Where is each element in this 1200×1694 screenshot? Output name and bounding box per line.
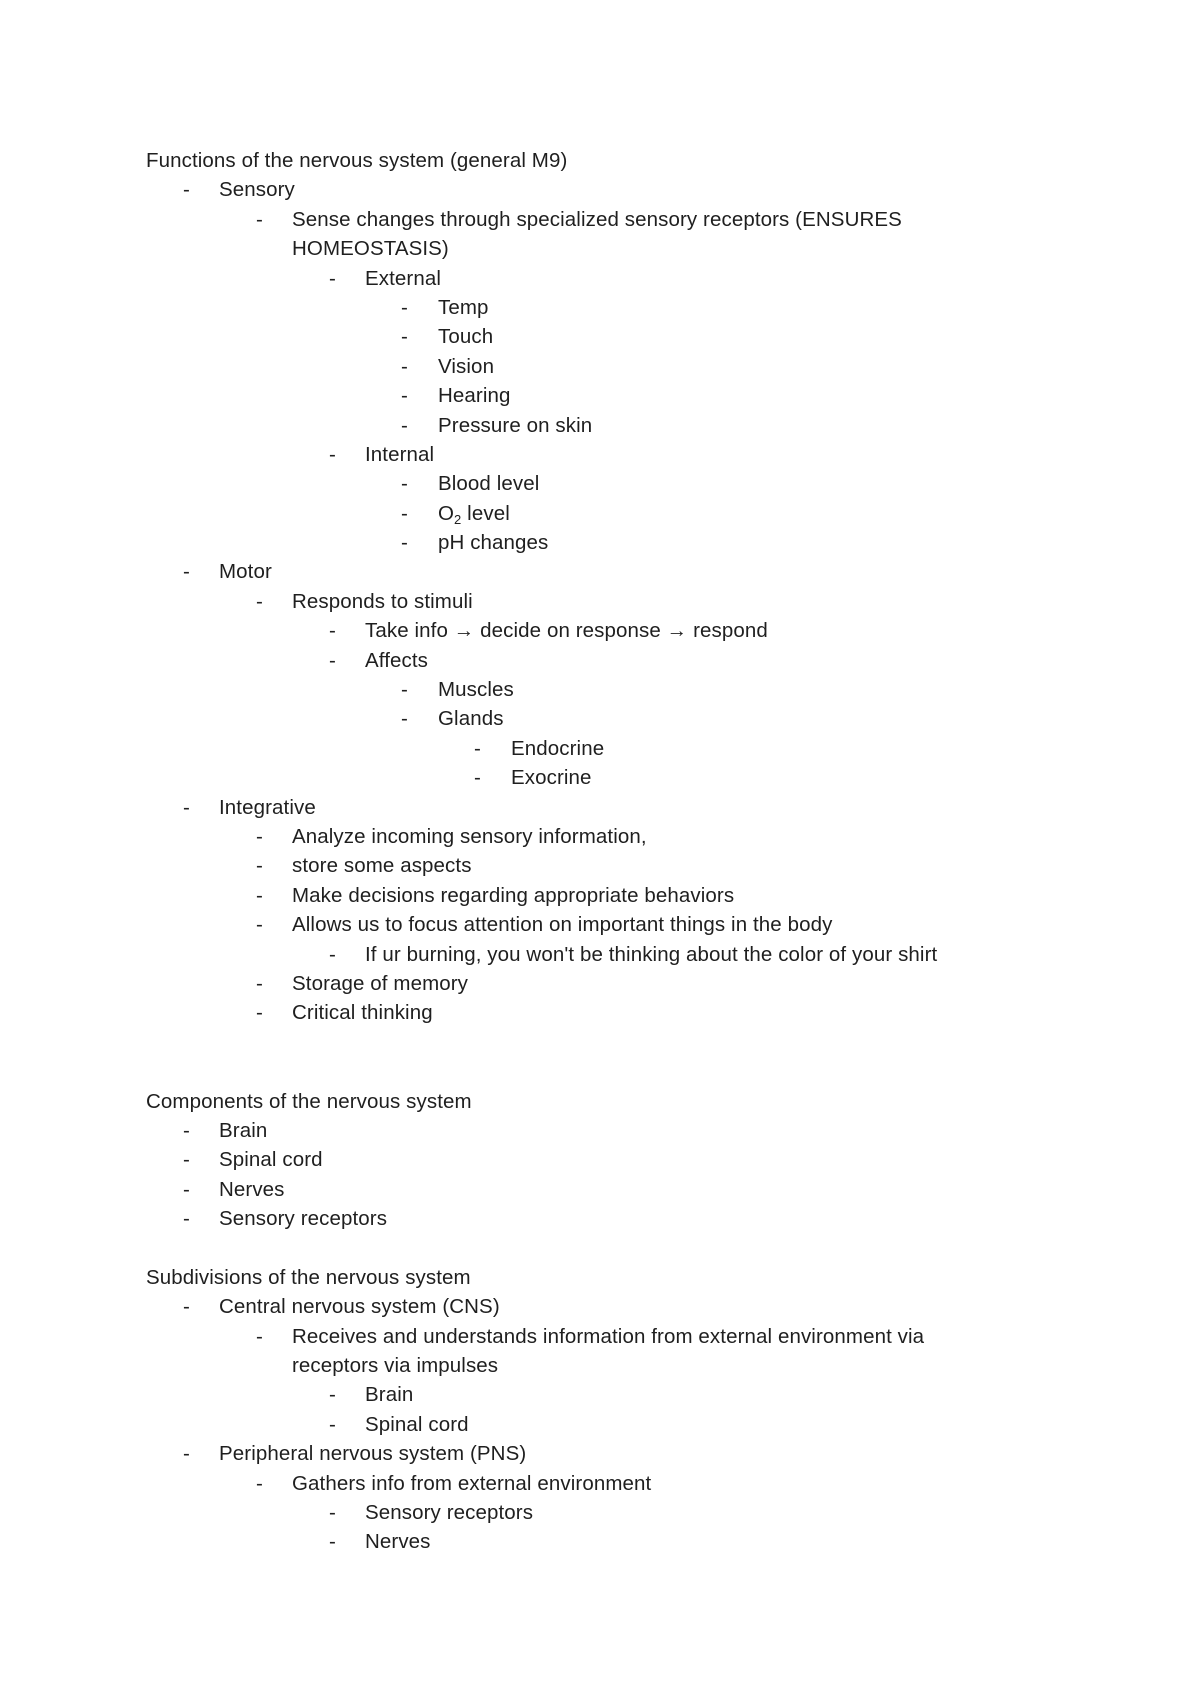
list-item [0, 528, 1200, 557]
list-item [0, 1380, 1200, 1409]
list-item-text: Hearing [438, 384, 511, 408]
bullet-dash: - [329, 619, 336, 643]
bullet-dash: - [329, 1500, 336, 1524]
list-item-text: Take info → decide on response → respond [365, 619, 768, 643]
list-item-text: Make decisions regarding appropriate behaviors [292, 883, 735, 907]
list-item [0, 175, 1200, 204]
bullet-dash: - [256, 207, 263, 231]
list-item [0, 1410, 1200, 1439]
list-item [0, 411, 1200, 440]
list-item [0, 822, 1200, 851]
section-heading-components [0, 1087, 1200, 1116]
bullet-dash: - [329, 1383, 336, 1407]
bullet-dash: - [329, 266, 336, 290]
list-item [0, 998, 1200, 1027]
list-item-text: Nerves [365, 1530, 431, 1554]
bullet-dash: - [474, 736, 481, 760]
list-item-text: Sense changes through specialized sensory receptors (ENSURES [292, 207, 902, 231]
list-item-text: Internal [365, 442, 435, 466]
bullet-dash: - [401, 472, 408, 496]
list-item [0, 734, 1200, 763]
list-item [0, 1145, 1200, 1174]
bullet-dash: - [183, 795, 190, 819]
list-item-text: Gathers info from external environment [292, 1471, 652, 1495]
heading-text: Functions of the nervous system (general M9) [146, 149, 568, 172]
bullet-dash: - [401, 384, 408, 408]
bullet-dash: - [183, 1295, 190, 1319]
bullet-dash: - [256, 1001, 263, 1025]
bullet-dash: - [256, 589, 263, 613]
list-item-text: Pressure on skin [438, 413, 593, 437]
list-item-text: Affects [365, 648, 428, 672]
list-item [0, 969, 1200, 998]
list-item [0, 1527, 1200, 1556]
list-item [0, 851, 1200, 880]
bullet-dash: - [256, 824, 263, 848]
bullet-dash: - [183, 1207, 190, 1231]
list-item [0, 793, 1200, 822]
bullet-dash: - [401, 707, 408, 731]
list-item [0, 1204, 1200, 1233]
list-item-text: HOMEOSTASIS) [292, 237, 449, 261]
list-item [0, 557, 1200, 586]
list-item-text: Temp [438, 295, 489, 319]
list-item-text: Brain [219, 1118, 268, 1142]
list-item [0, 704, 1200, 733]
list-item-text [438, 499, 510, 528]
list-item-text: Vision [438, 354, 495, 378]
list-item-text: Central nervous system (CNS) [219, 1295, 500, 1319]
list-item [0, 264, 1200, 293]
heading-text: Components of the nervous system [146, 1089, 472, 1113]
list-item [0, 322, 1200, 351]
list-item [0, 1469, 1200, 1498]
list-item [0, 910, 1200, 939]
list-item-text: Exocrine [511, 766, 592, 790]
o2-prefix: O [438, 501, 455, 525]
list-item-text: Nerves [219, 1177, 285, 1201]
bullet-dash: - [329, 1530, 336, 1554]
bullet-dash: - [329, 648, 336, 672]
bullet-dash: - [256, 1471, 263, 1495]
bullet-dash: - [401, 501, 408, 525]
list-item [0, 940, 1200, 969]
bullet-dash: - [329, 442, 336, 466]
list-item-text: Muscles [438, 678, 514, 702]
bullet-dash: - [401, 325, 408, 349]
list-item-text: Touch [438, 325, 494, 349]
bullet-dash: - [401, 531, 408, 555]
o2-suffix: level [461, 501, 510, 525]
bullet-dash: - [329, 942, 336, 966]
list-item [0, 1439, 1200, 1468]
list-item [0, 1175, 1200, 1204]
blank-line [0, 1028, 1200, 1057]
list-item-text: Sensory receptors [365, 1500, 534, 1524]
list-item [0, 293, 1200, 322]
list-item [0, 469, 1200, 498]
bullet-dash: - [256, 971, 263, 995]
bullet-dash: - [401, 295, 408, 319]
list-item-text: Sensory receptors [219, 1207, 388, 1231]
list-item-text: store some aspects [292, 854, 472, 878]
list-item-text: Spinal cord [365, 1412, 469, 1436]
list-item-text: Sensory [219, 178, 295, 202]
bullet-dash: - [256, 883, 263, 907]
bullet-dash: - [256, 854, 263, 878]
bullet-dash: - [183, 178, 190, 202]
list-item [0, 352, 1200, 381]
list-item [0, 646, 1200, 675]
o2-subscript: 2 [454, 511, 462, 527]
blank-line [0, 1057, 1200, 1086]
list-item [0, 205, 1200, 234]
bullet-dash: - [256, 913, 263, 937]
list-item [0, 675, 1200, 704]
list-item [0, 499, 1200, 528]
list-item [0, 1292, 1200, 1321]
section-heading-functions [0, 146, 1200, 175]
list-item-continuation [0, 1351, 1200, 1380]
document-body [0, 146, 1200, 1557]
list-item-text: Integrative [219, 795, 316, 819]
list-item-text: Brain [365, 1383, 414, 1407]
bullet-dash: - [183, 560, 190, 584]
bullet-dash: - [183, 1148, 190, 1172]
list-item-continuation [0, 234, 1200, 263]
list-item [0, 763, 1200, 792]
blank-line [0, 1233, 1200, 1262]
list-item [0, 1322, 1200, 1351]
bullet-dash: - [401, 678, 408, 702]
bullet-dash: - [401, 354, 408, 378]
list-item-text: Responds to stimuli [292, 589, 473, 613]
list-item [0, 881, 1200, 910]
list-item-text: receptors via impulses [292, 1354, 499, 1378]
list-item [0, 1498, 1200, 1527]
bullet-dash: - [183, 1442, 190, 1466]
list-item [0, 440, 1200, 469]
list-item-text: Storage of memory [292, 971, 469, 995]
bullet-dash: - [474, 766, 481, 790]
section-heading-subdivisions [0, 1263, 1200, 1292]
list-item-text: External [365, 266, 442, 290]
list-item-text: Endocrine [511, 736, 605, 760]
bullet-dash: - [256, 1324, 263, 1348]
list-item-text: Glands [438, 707, 504, 731]
list-item-text: Spinal cord [219, 1148, 323, 1172]
list-item [0, 616, 1200, 645]
list-item-text: Analyze incoming sensory information, [292, 824, 647, 848]
list-item-text: Allows us to focus attention on important things in the body [292, 913, 833, 937]
list-item [0, 381, 1200, 410]
list-item-text: Motor [219, 560, 272, 584]
bullet-dash: - [183, 1118, 190, 1142]
list-item-text: Receives and understands information from external environment via [292, 1324, 925, 1348]
list-item-text: If ur burning, you won't be thinking about the color of your shirt [365, 942, 938, 966]
bullet-dash: - [183, 1177, 190, 1201]
list-item [0, 1116, 1200, 1145]
list-item [0, 587, 1200, 616]
list-item-text: Critical thinking [292, 1001, 433, 1025]
list-item-text: pH changes [438, 531, 549, 555]
heading-text: Subdivisions of the nervous system [146, 1265, 471, 1289]
list-item-text: Blood level [438, 472, 540, 496]
bullet-dash: - [401, 413, 408, 437]
list-item-text: Peripheral nervous system (PNS) [219, 1442, 527, 1466]
bullet-dash: - [329, 1412, 336, 1436]
